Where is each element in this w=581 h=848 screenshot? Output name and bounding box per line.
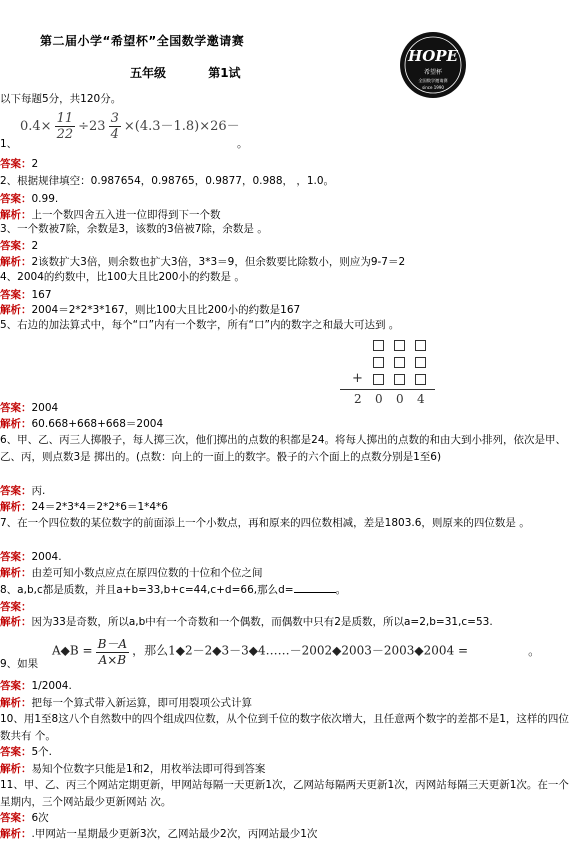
q2-question: 2、根据规律填空：0.987654，0.98765，0.9877，0.988， ，1.0。 — [0, 175, 335, 187]
q8-blank — [294, 592, 336, 593]
intro-text: 以下每题5分，共120分。 — [0, 93, 122, 105]
q9-formula: A◆B = $\frac{B-A}{A\times B}$ ，那么1◆2－2◆3－3◆4……－2002◆2003－2003◆2004 = 。 — [52, 637, 541, 667]
q11-answer: 答案：6次 — [0, 812, 49, 824]
digit-box — [373, 357, 384, 368]
q9-fraction: $\frac{B-A}{A\times B}$ — [97, 637, 128, 667]
digit-box — [415, 357, 426, 368]
q1-formula-part-c: ×(4.3－1.8)×26－ — [123, 119, 240, 134]
q1-answer: 答案：2 — [0, 158, 39, 170]
page-title: 第二届小学“希望杯”全国数学邀请赛 — [40, 34, 245, 48]
q5-question: 5、右边的加法算式中，每个“口”内有一个数字，所有“口”内的数字之和最大可达到 。 — [0, 319, 400, 331]
q5-answer: 答案：2004 — [0, 402, 59, 414]
digit-box — [373, 374, 384, 385]
q7-question: 7、在一个四位数的某位数字的前面添上一个小数点，再和原来的四位数相减，差是1803.6，则原来的四位数是 。 — [0, 517, 530, 529]
q8-analysis: 解析：因为33是奇数，所以a,b中有一个奇数和一个偶数，而偶数中只有2是质数，所以a=2,b=31,c=53. — [0, 616, 493, 628]
digit-box — [394, 340, 405, 351]
q3-question: 3、一个数被7除，余数是3，该数的3倍被7除，余数是 。 — [0, 223, 268, 235]
q4-question: 4、2004的约数中，比100大且比200小的约数是 。 — [0, 271, 245, 283]
q8-answer: 答案： — [0, 601, 32, 613]
q1-number: 1、 。 — [0, 138, 248, 150]
q9-number: 9、如果 — [0, 658, 39, 670]
result-digit: 2 — [354, 392, 362, 406]
q7-analysis: 解析：由差可知小数点应点在原四位数的十位和个位之间 — [0, 567, 263, 579]
q1-formula-part-b: ÷2 — [78, 119, 98, 134]
page-subtitle — [130, 64, 279, 81]
q8-question: 8、a,b,c都是质数，并且a+b=33,b+c=44,c+d=66,那么d= 。 — [0, 584, 347, 596]
q11-analysis: 解析：.甲网站一星期最少更新3次，乙网站最少2次，丙网站最少1次 — [0, 828, 318, 840]
q1-mixed-whole: 3 — [97, 119, 106, 134]
logo-motto: 全国数学邀请赛 — [418, 78, 448, 83]
q9-analysis: 解析：把每一个算式带入新运算，即可用裂项公式计算 — [0, 697, 252, 709]
q2-answer: 答案：0.99. — [0, 193, 59, 205]
digit-box — [394, 357, 405, 368]
digit-box — [415, 340, 426, 351]
logo-text: HOPE — [408, 47, 458, 65]
q1-mixed-fraction: $\frac{3}{4}$ — [110, 111, 119, 142]
sum-line — [340, 389, 435, 390]
q3-analysis: 解析：2该数扩大3倍，则余数也扩大3倍，3*3＝9，但余数要比除数小，则应为9-7＝2 — [0, 256, 406, 268]
q5-analysis: 解析：60.668+668+668＝2004 — [0, 418, 164, 430]
q7-answer: 答案：2004. — [0, 551, 62, 563]
result-digit: 0 — [396, 392, 404, 406]
q10-analysis: 解析：易知个位数字只能是1和2，用枚举法即可得到答案 — [0, 763, 266, 775]
hope-cup-logo — [398, 30, 468, 100]
q4-analysis: 解析：2004＝2*2*3*167，则比100大且比200小的约数是167 — [0, 304, 301, 316]
q6-analysis: 解析：24＝2*3*4＝2*2*6＝1*4*6 — [0, 501, 168, 513]
logo-year: since 1990 — [422, 85, 444, 90]
q1-fraction: $\frac{11}{22}$ — [56, 111, 74, 142]
grade-label: 五年级 — [130, 66, 167, 80]
plus-sign: + — [352, 371, 363, 386]
q3-answer: 答案：2 — [0, 240, 39, 252]
result-digit: 0 — [375, 392, 383, 406]
q6-question: 6、甲、乙、丙三人掷骰子，每人掷三次，他们掷出的点数的积都是24。将每人掷出的点数的和由大到小排列，依次是甲、乙、丙，则点数3是 掷出的。(点数：向上的一面上的数字。骰子的六个面上的点数分别是1至6) — [0, 434, 567, 463]
q6-answer: 答案：丙. — [0, 485, 46, 497]
digit-box — [394, 374, 405, 385]
digit-box — [373, 340, 384, 351]
result-digit: 4 — [417, 392, 425, 406]
logo-sub: 希望杯 — [423, 69, 443, 76]
q1-formula-part-a: 0.4× — [20, 119, 52, 134]
q4-answer: 答案：167 — [0, 289, 52, 301]
q2-analysis: 解析：上一个数四舍五入进一位即得到下一个数 — [0, 209, 221, 221]
round-label: 第1试 — [208, 66, 241, 80]
digit-box — [415, 374, 426, 385]
q10-question: 10、用1至8这八个自然数中的四个组成四位数，从个位到千位的数字依次增大，且任意两个数字的差都不是1，这样的四位数共有 个。 — [0, 713, 569, 742]
q9-answer: 答案：1/2004. — [0, 680, 72, 692]
q10-answer: 答案：5个. — [0, 746, 53, 758]
q11-question: 11、甲、乙、丙三个网站定期更新，甲网站每隔一天更新1次，乙网站每隔两天更新1次，丙网站每隔三天更新1次。在一个星期内，三个网站最少更新网站 次。 — [0, 779, 569, 808]
